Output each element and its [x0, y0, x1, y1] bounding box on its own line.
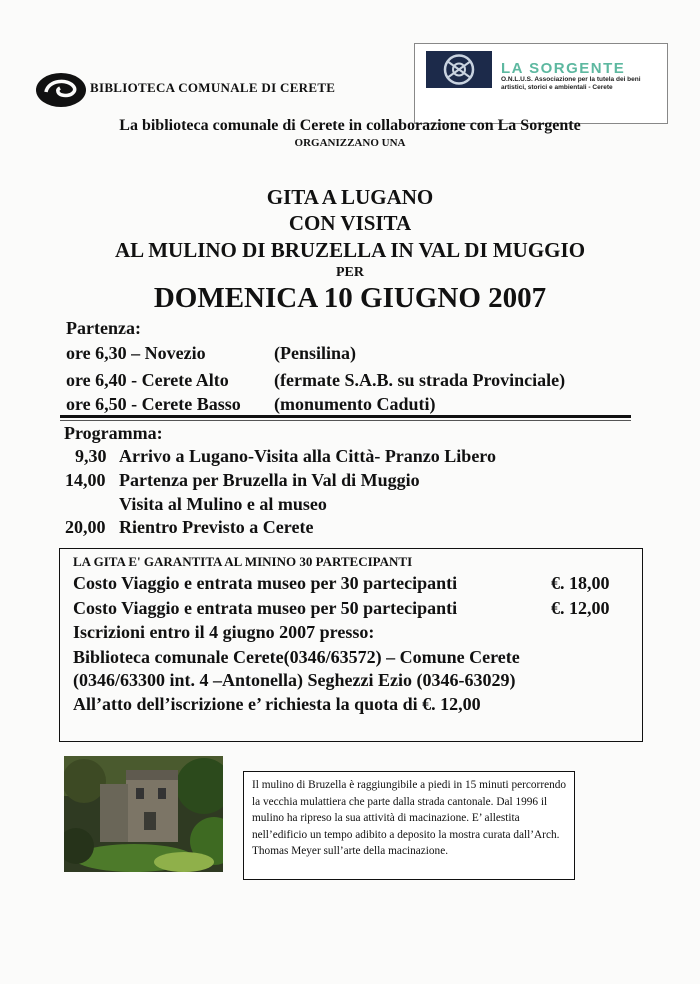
mill-description: Il mulino di Bruzella è raggiungibile a piedi in 15 minuti percorrendo la vecchia mulattiera che parte dalla strada cantonale. Dal 1996 il mulino ha ripreso la sua attività di macinazione. E’ allestita nell’edificio un tempo adibito a deposito la mostra curata dall’Arch. Thomas Meyer sull’arte della macinazione.: [252, 779, 567, 857]
title-line-2: CON VISITA: [288, 211, 412, 235]
guarantee-note: LA GITA E' GARANTITA AL MININO 30 PARTECIPANTI: [73, 554, 413, 569]
divider: [60, 420, 631, 421]
programme-text: Visita al Mulino e al museo: [119, 494, 327, 514]
departure-place: (Pensilina): [274, 343, 357, 363]
departure-heading: Partenza:: [66, 318, 141, 338]
sorgente-logo-box: [414, 43, 668, 124]
programme-heading: Programma:: [64, 423, 163, 443]
contacts-line: (0346/63300 int. 4 –Antonella) Seghezzi Ezio (0346-63029): [73, 670, 516, 690]
sorgente-title: LA SORGENTE: [501, 60, 626, 77]
divider: [60, 415, 631, 418]
programme-text: Partenza per Bruzella in Val di Muggio: [119, 470, 420, 490]
departure-time: ore 6,40 - Cerete Alto: [66, 370, 229, 390]
title-line-1: GITA A LUGANO: [266, 185, 434, 209]
description-box: [243, 771, 575, 880]
cost-line: Costo Viaggio e entrata museo per 50 partecipanti: [73, 598, 458, 618]
programme-time: 20,00: [65, 517, 106, 537]
cost-line: Costo Viaggio e entrata museo per 30 partecipanti: [73, 573, 458, 593]
title-line-4: PER: [336, 265, 364, 280]
contacts-line: Biblioteca comunale Cerete(0346/63572) – Comune Cerete: [73, 647, 520, 667]
programme-time: 14,00: [65, 470, 106, 490]
programme-text: Arrivo a Lugano-Visita alla Città- Pranzo Libero: [119, 446, 496, 466]
quota-line: All’atto dell’iscrizione e’ richiesta la quota di €. 12,00: [73, 694, 481, 714]
programme-text: Rientro Previsto a Cerete: [119, 517, 314, 537]
library-name: BIBLIOTECA COMUNALE DI CERETE: [90, 80, 336, 95]
programme-time: 9,30: [75, 446, 107, 466]
departure-time: ore 6,50 - Cerete Basso: [66, 394, 241, 414]
departure-time: ore 6,30 – Novezio: [66, 343, 206, 363]
registration-line: Iscrizioni entro il 4 giugno 2007 presso:: [73, 622, 375, 642]
departure-place: (monumento Caduti): [274, 394, 436, 414]
cost-price: €. 18,00: [551, 573, 610, 593]
event-date: DOMENICA 10 GIUGNO 2007: [153, 282, 547, 314]
departure-place: (fermate S.A.B. su strada Provinciale): [274, 370, 566, 390]
cost-price: €. 12,00: [551, 598, 610, 618]
organizzano-line: ORGANIZZANO UNA: [294, 137, 406, 149]
intro-line: La biblioteca comunale di Cerete in collaborazione con La Sorgente: [119, 117, 581, 134]
sorgente-emblem-icon: [426, 51, 492, 88]
mill-photo: [64, 756, 223, 872]
title-line-3: AL MULINO DI BRUZELLA IN VAL DI MUGGIO: [114, 238, 586, 262]
library-logo-icon: [34, 70, 88, 110]
sorgente-subtitle: O.N.L.U.S. Associazione per la tutela dei beni artistici, storici e ambientali - Cerete: [501, 76, 641, 91]
